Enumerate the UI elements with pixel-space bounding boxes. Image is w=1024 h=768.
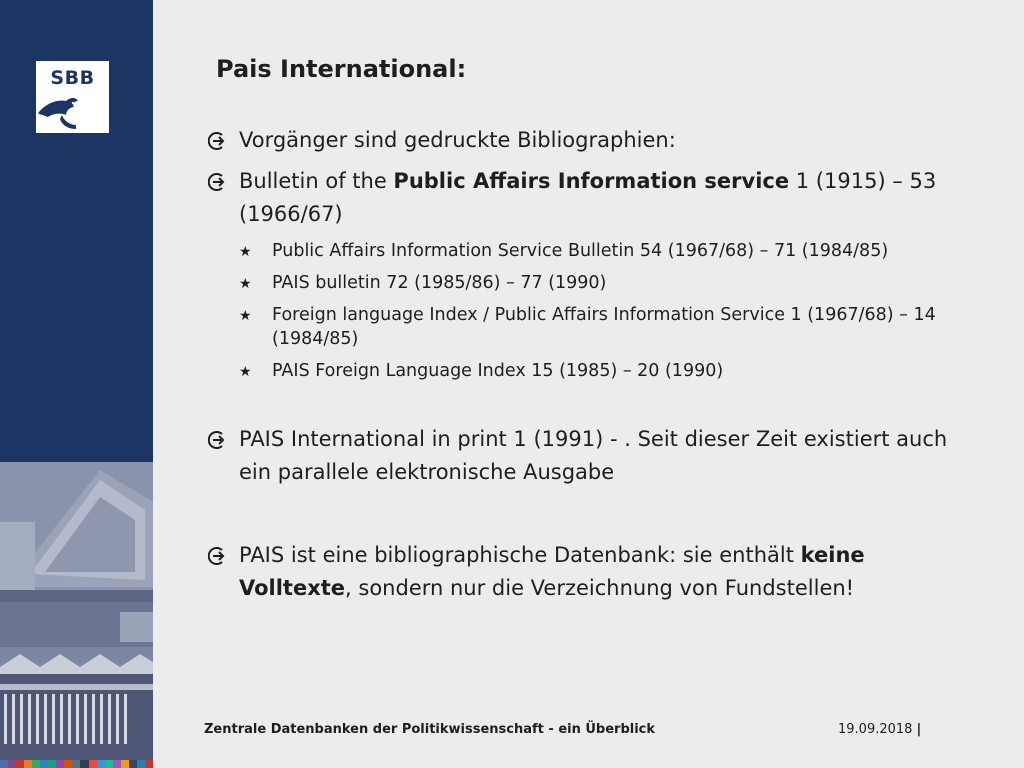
strip-segment	[8, 760, 16, 768]
sbb-logo	[36, 61, 109, 133]
bullet-4-bold: keine Volltexte	[239, 543, 865, 600]
strip-segment	[129, 760, 137, 768]
strip-segment	[40, 760, 48, 768]
strip-segment	[145, 760, 153, 768]
bullet-2-post: 1 (1915) – 53 (1966/67)	[239, 169, 937, 226]
sub-item-text: Foreign language Index / Public Affairs Information Service 1 (1967/68) – 14 (1984/85)	[272, 305, 936, 349]
strip-segment	[72, 760, 80, 768]
bullet-1	[208, 124, 968, 157]
bullet-2	[208, 165, 968, 231]
sub-item	[208, 359, 968, 383]
strip-segment	[105, 760, 113, 768]
strip-segment	[16, 760, 24, 768]
bullet-4-pre: PAIS ist eine bibliographische Datenbank: sie enthält	[239, 543, 801, 567]
color-strip	[0, 760, 153, 768]
strip-segment	[89, 760, 97, 768]
star-icon: ★	[239, 276, 252, 292]
bullet-3	[208, 423, 968, 489]
strip-segment	[64, 760, 72, 768]
star-icon: ★	[239, 308, 252, 324]
sub-item	[208, 271, 968, 295]
strip-segment	[0, 760, 8, 768]
circled-arrow-icon	[208, 131, 228, 151]
sub-item	[208, 239, 968, 263]
circled-arrow-icon	[208, 546, 228, 566]
strip-segment	[97, 760, 105, 768]
strip-segment	[24, 760, 32, 768]
logo-text: SBB	[50, 67, 95, 89]
sub-item-text: PAIS bulletin 72 (1985/86) – 77 (1990)	[272, 273, 607, 293]
slide-title: Pais International:	[216, 55, 467, 83]
footer-date-block	[838, 722, 921, 737]
eagle-icon	[36, 93, 109, 133]
bullet-4-post: , sondern nur die Verzeichnung von Fundstellen!	[345, 576, 855, 600]
strip-segment	[48, 760, 56, 768]
sub-item-text: Public Affairs Information Service Bulletin 54 (1967/68) – 71 (1984/85)	[272, 241, 889, 261]
footer-separator: |	[916, 722, 922, 737]
strip-segment	[80, 760, 88, 768]
circled-arrow-icon	[208, 172, 228, 192]
strip-segment	[113, 760, 121, 768]
circled-arrow-icon	[208, 430, 228, 450]
strip-segment	[137, 760, 145, 768]
bullet-3-text: PAIS International in print 1 (1991) - . Seit dieser Zeit existiert auch ein parallele elektronische Ausgabe	[239, 427, 948, 484]
star-icon: ★	[239, 364, 252, 380]
strip-segment	[56, 760, 64, 768]
sidebar	[0, 0, 153, 768]
bullet-4	[208, 539, 968, 605]
strip-segment	[121, 760, 129, 768]
sub-item	[208, 303, 968, 351]
building-photo	[0, 462, 153, 760]
bullet-2-pre: Bulletin of the	[239, 169, 394, 193]
bullet-1-text: Vorgänger sind gedruckte Bibliographien:	[239, 128, 676, 152]
footer-title: Zentrale Datenbanken der Politikwissenschaft - ein Überblick	[204, 722, 656, 737]
bullet-2-bold: Public Affairs Information service	[393, 169, 790, 193]
slide-content	[208, 124, 968, 605]
footer-date: 19.09.2018	[838, 722, 913, 737]
strip-segment	[32, 760, 40, 768]
star-icon: ★	[239, 244, 252, 260]
sub-item-text: PAIS Foreign Language Index 15 (1985) – 20 (1990)	[272, 361, 724, 381]
